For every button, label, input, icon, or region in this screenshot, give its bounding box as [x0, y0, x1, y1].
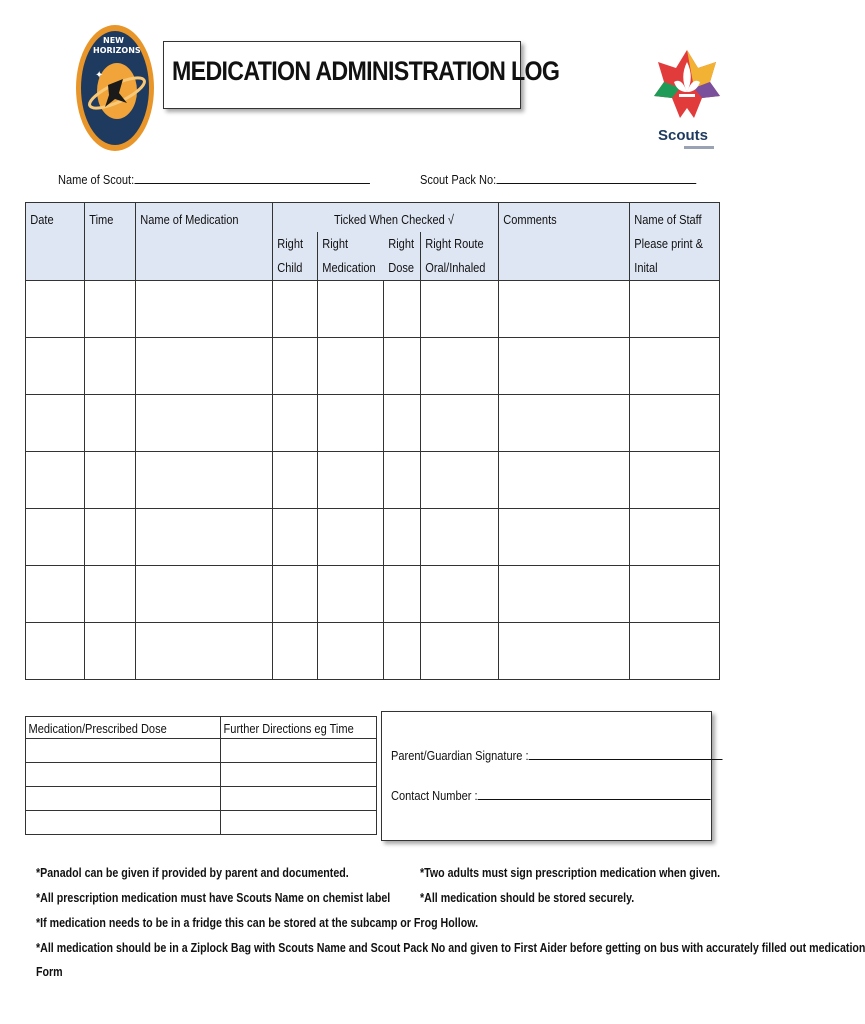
header-time: Time	[85, 203, 136, 281]
header-right-child: Right Child	[273, 232, 318, 281]
scouts-logo-text: Scouts	[658, 127, 709, 144]
comments-cell[interactable]	[499, 509, 630, 566]
medication-cell[interactable]	[136, 452, 273, 509]
dose-header-directions: Further Directions eg Time	[221, 717, 377, 739]
header-medication: Name of Medication	[136, 203, 273, 281]
right-medication-cell[interactable]	[318, 281, 384, 338]
right-child-cell[interactable]	[273, 566, 318, 623]
right-child-cell[interactable]	[273, 452, 318, 509]
time-cell[interactable]	[85, 395, 136, 452]
directions-cell[interactable]	[221, 763, 377, 787]
time-cell[interactable]	[85, 509, 136, 566]
comments-cell[interactable]	[499, 623, 630, 680]
right-route-cell[interactable]	[421, 566, 499, 623]
dose-cell[interactable]	[26, 739, 221, 763]
page-title: MEDICATION ADMINISTRATION LOG	[172, 56, 560, 86]
medication-cell[interactable]	[136, 509, 273, 566]
right-medication-cell[interactable]	[318, 338, 384, 395]
right-child-cell[interactable]	[273, 623, 318, 680]
header-staff: Name of Staff Please print & Inital	[630, 203, 720, 281]
header-right-medication: Right Medication	[318, 232, 384, 281]
name-of-scout-line	[134, 172, 369, 184]
note-two-adults: *Two adults must sign prescription medication when given.	[420, 865, 721, 880]
header-ticked: Ticked When Checked √	[273, 203, 499, 233]
dose-cell[interactable]	[26, 787, 221, 811]
note-fridge: *If medication needs to be in a fridge this can be stored at the subcamp or Frog Hollow.	[36, 915, 479, 930]
date-cell[interactable]	[26, 395, 85, 452]
scout-pack-no-line	[496, 172, 696, 184]
name-of-scout-label: Name of Scout:	[58, 172, 135, 187]
dose-header-medication: Medication/Prescribed Dose	[26, 717, 221, 739]
dose-cell[interactable]	[26, 763, 221, 787]
right-child-cell[interactable]	[273, 395, 318, 452]
name-of-scout-field[interactable]	[58, 172, 370, 187]
table-row	[26, 452, 720, 509]
right-route-cell[interactable]	[421, 509, 499, 566]
note-ziplock: *All medication should be in a Ziplock Bag with Scouts Name and Scout Pack No and given to First Aider before getting on bus with accurately filled out medication	[36, 940, 865, 955]
table-row	[26, 395, 720, 452]
staff-cell[interactable]	[630, 395, 720, 452]
time-cell[interactable]	[85, 281, 136, 338]
right-dose-cell[interactable]	[384, 452, 421, 509]
date-cell[interactable]	[26, 338, 85, 395]
note-stored-securely: *All medication should be stored securely.	[420, 890, 635, 905]
right-medication-cell[interactable]	[318, 452, 384, 509]
time-cell[interactable]	[85, 338, 136, 395]
right-dose-cell[interactable]	[384, 281, 421, 338]
right-child-cell[interactable]	[273, 509, 318, 566]
right-dose-cell[interactable]	[384, 338, 421, 395]
comments-cell[interactable]	[499, 395, 630, 452]
svg-text:HORIZONS: HORIZONS	[93, 46, 141, 55]
badge-text: NEW	[103, 36, 124, 45]
right-medication-cell[interactable]	[318, 623, 384, 680]
table-row	[26, 509, 720, 566]
right-child-cell[interactable]	[273, 281, 318, 338]
right-route-cell[interactable]	[421, 281, 499, 338]
right-dose-cell[interactable]	[384, 395, 421, 452]
note-panadol: *Panadol can be given if provided by parent and documented.	[36, 865, 349, 880]
right-route-cell[interactable]	[421, 338, 499, 395]
scout-pack-no-label: Scout Pack No:	[420, 172, 497, 187]
date-cell[interactable]	[26, 509, 85, 566]
table-row	[26, 281, 720, 338]
right-dose-cell[interactable]	[384, 566, 421, 623]
right-dose-cell[interactable]	[384, 623, 421, 680]
comments-cell[interactable]	[499, 566, 630, 623]
medication-log-table	[25, 202, 720, 680]
right-route-cell[interactable]	[421, 395, 499, 452]
comments-cell[interactable]	[499, 338, 630, 395]
time-cell[interactable]	[85, 452, 136, 509]
new-horizons-badge-logo	[75, 23, 155, 153]
date-cell[interactable]	[26, 623, 85, 680]
staff-cell[interactable]	[630, 566, 720, 623]
dose-cell[interactable]	[26, 811, 221, 835]
contact-number-field[interactable]	[391, 788, 710, 803]
directions-cell[interactable]	[221, 739, 377, 763]
table-row	[26, 623, 720, 680]
header-right-route: Right Route Oral/Inhaled	[421, 232, 499, 281]
note-chemist-label: *All prescription medication must have Scouts Name on chemist label	[36, 890, 391, 905]
contact-number-line	[478, 788, 711, 800]
date-cell[interactable]	[26, 566, 85, 623]
medication-cell[interactable]	[136, 623, 273, 680]
prescribed-dose-table	[25, 716, 377, 835]
header-right-dose: Right Dose	[384, 232, 421, 281]
table-row	[26, 566, 720, 623]
staff-cell[interactable]	[630, 338, 720, 395]
parent-signature-line	[529, 748, 723, 760]
comments-cell[interactable]	[499, 452, 630, 509]
title-box	[163, 41, 560, 109]
medication-cell[interactable]	[136, 566, 273, 623]
directions-cell[interactable]	[221, 811, 377, 835]
comments-cell[interactable]	[499, 281, 630, 338]
signature-box	[381, 711, 712, 841]
right-medication-cell[interactable]	[318, 509, 384, 566]
parent-signature-field[interactable]	[391, 748, 722, 763]
header-date: Date	[26, 203, 85, 281]
time-cell[interactable]	[85, 566, 136, 623]
parent-signature-label: Parent/Guardian Signature :	[391, 748, 529, 763]
right-route-cell[interactable]	[421, 623, 499, 680]
right-medication-cell[interactable]	[318, 395, 384, 452]
medication-cell[interactable]	[136, 395, 273, 452]
staff-cell[interactable]	[630, 623, 720, 680]
scout-pack-no-field[interactable]	[420, 172, 696, 187]
date-cell[interactable]	[26, 281, 85, 338]
staff-cell[interactable]	[630, 281, 720, 338]
time-cell[interactable]	[85, 623, 136, 680]
staff-cell[interactable]	[630, 452, 720, 509]
right-dose-cell[interactable]	[384, 509, 421, 566]
note-form: Form	[36, 964, 63, 979]
scouts-logo	[654, 48, 720, 158]
medication-cell[interactable]	[136, 281, 273, 338]
date-cell[interactable]	[26, 452, 85, 509]
right-medication-cell[interactable]	[318, 566, 384, 623]
svg-text:✦: ✦	[95, 70, 104, 81]
header-comments: Comments	[499, 203, 630, 281]
medication-cell[interactable]	[136, 338, 273, 395]
right-child-cell[interactable]	[273, 338, 318, 395]
directions-cell[interactable]	[221, 787, 377, 811]
right-route-cell[interactable]	[421, 452, 499, 509]
staff-cell[interactable]	[630, 509, 720, 566]
contact-number-label: Contact Number :	[391, 788, 478, 803]
table-row	[26, 338, 720, 395]
